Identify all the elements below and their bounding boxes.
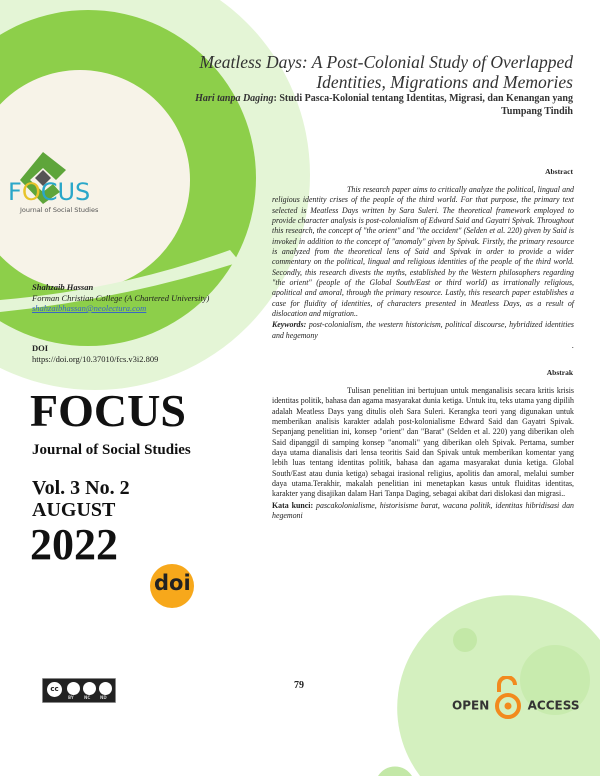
focus-logo-text: FOCUS	[8, 178, 91, 206]
article-subtitle: Hari tanpa Daging: Studi Pasca-Kolonial tentang Identitas, Migrasi, dan Kenangan yang Tumpang Tindih	[195, 93, 573, 117]
author-email-link[interactable]: shahzaibhassan@neolectura.com	[32, 303, 147, 313]
abstract-heading: Abstract	[545, 167, 573, 176]
journal-year: 2022	[30, 520, 118, 569]
abstrak-keywords: Kata kunci: pascakolonialisme, historisisme barat, wacana politik, identitas hibridisasi dan hegemoni	[272, 500, 575, 521]
abstract-keywords: Keywords: post-colonialism, the western historicism, political discourse, hybridized identities and hegemony	[272, 320, 574, 340]
abstract-section: This research paper aims to critically analyze the political, lingual and religious identity crises of the people of the third world. For that purpose, the primary text selected is Meatless Days written by Sara Suleri. The theoretical framework employed to provide character analysis is post-colonialism of Edward Said and Gayatri Spivak. Throughout this research, the concept of "the orient" and "the occident" (Selden et al. 220) given by Said is invoked in addition to the concept of "anomaly" given by Spivak. Firstly, the primary resource is analyzed from the theoretical lens of Said and Spivak in order to provide a wider commentary on the political, lingual and religious identities of the people of the third world. Secondly, this research divests the myths, established by the Western philosophers regarding "the orient" (people of the Global South/East or third world) as irrationally religious, apolitical and amoral, through the primary resource. Lastly, this research paper establishes a case for fluidity of identities, of characters presented in Meatless Days, as a result of dislocation and migration.. Keywords: post-colonialism, the western historicism, political discourse, hybridized identities and hegemony .	[272, 185, 574, 351]
creative-commons-license-icon[interactable]: cc BY NC ND	[42, 678, 116, 703]
journal-subtitle: Journal of Social Studies	[32, 442, 191, 458]
doi-block: DOI https://doi.org/10.37010/fcs.v3i2.809	[32, 343, 159, 364]
journal-issue: Vol. 3 No. 2 AUGUST	[32, 477, 130, 521]
author-affiliation: Forman Christian College (A Chartered University)	[32, 292, 210, 303]
nd-icon	[99, 682, 112, 695]
author-name: Shahzaib Hassan	[32, 282, 94, 292]
abstract-text: This research paper aims to critically analyze the political, lingual and religious identity crises of the people of the third world. For that purpose, the primary text selected is Meatless Days written by Sara Suleri. The theoretical framework employed to provide character analysis is post-colonialism of Edward Said and Gayatri Spivak. Throughout this research, the concept of "the orient" and "the occident" (Selden et al. 220) given by Said is invoked in addition to the concept of "anomaly" given by Spivak. Firstly, the primary resource is analyzed from the theoretical lens of Said and Spivak in order to provide a wider commentary on the political, lingual and religious identities of the people of the third world. Secondly, this research divests the myths, established by the Western philosophers regarding "the orient" (people of the Global South/East or third world) as irrationally religious, apolitical and amoral, through the primary resource. Lastly, this research paper establishes a case for fluidity of identities, of characters presented in Meatless Days, as a result of dislocation and migration..	[272, 185, 574, 319]
doi-badge-icon[interactable]: doi	[150, 564, 194, 608]
open-lock-icon	[493, 676, 523, 720]
author-block	[32, 282, 209, 314]
nc-icon	[83, 682, 96, 695]
abstrak-heading: Abstrak	[546, 368, 573, 377]
journal-name: FOCUS	[30, 385, 186, 436]
page-number: 79	[294, 680, 304, 691]
abstrak-section	[272, 386, 574, 521]
abstrak-text: Tulisan penelitian ini bertujuan untuk menganalisis secara kritis krisis identitas politik, bahasa dan agama masyarakat dunia ketiga. Untuk itu, teks utama yang dipilih adalah Meatless Days yang ditulis oleh Sara Suleri. Kerangka teori yang digunakan untuk memberikan analisis karakter adalah post-kolonialisme Edward Said dan Gayatri Spivak. Sepanjang penelitian ini, konsep "orient" dan "Barat" (Selden et al. 220) yang diberikan oleh Said dipanggil di samping konsep "anomali" yang diberikan oleh Spivak. Pertama, sumber daya utama dianalisis dari lensa teoritis Said dan Spivak untuk memberikan komentar yang lebih luas tentang identitas politik, bahasa dan agama masyarakat dunia ketiga. Global South/East atau dunia ketiga) sebagai irasional religius, apolitis dan amoral, melalui sumber daya utama.Terakhir, makalah penelitian ini menetapkan kasus untuk fluiditas identitas, karakter yang disajikan dalam Hari Tanpa Daging, sebagai akibat dari dislokasi dan migrasi..	[272, 386, 574, 499]
article-title: Meatless Days: A Post-Colonial Study of Overlapped Identities, Migrations and Memories	[199, 52, 573, 92]
by-icon	[67, 682, 80, 695]
logo-tagline: Journal of Social Studies	[20, 206, 99, 214]
open-access-logo: OPEN ACCESS	[452, 692, 579, 720]
doi-link[interactable]: https://doi.org/10.37010/fcs.v3i2.809	[32, 353, 159, 364]
